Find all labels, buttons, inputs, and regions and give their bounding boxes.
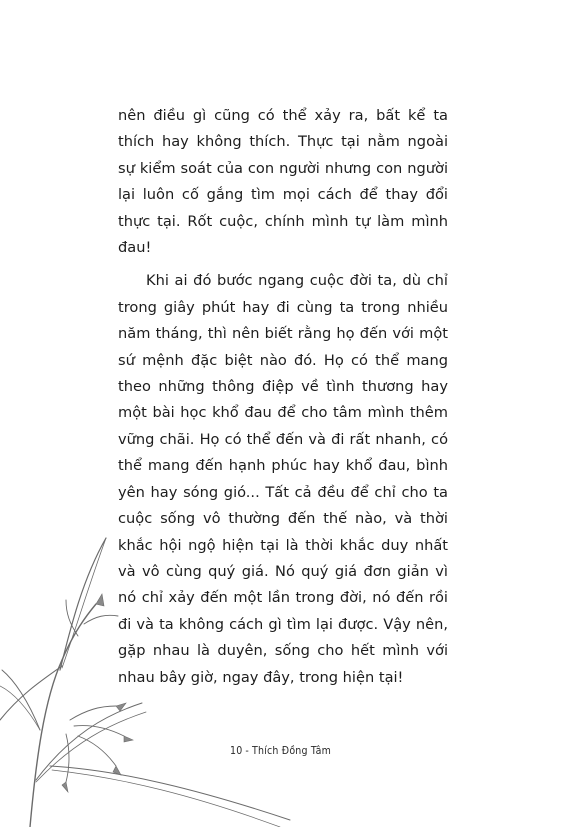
paragraph-main: Khi ai đó bước ngang cuộc đời ta, dù chỉ trong giây phút hay đi cùng ta trong nhiều năm tháng, thì nên biết rằng họ đến với một sứ mệnh đặc biệt nào đó. Họ có thể mang theo những thông điệp về tình thương hay một bài học khổ đau để cho tâm mình thêm vững chãi. Họ có thể đến và đi rất nhanh, có thể mang đến hạnh phúc hay khổ đau, bình yên hay sóng gió... Tất cả đều để chỉ cho ta cuộc sống vô thường đến thế nào, và thời khắc hội ngộ hiện tại là thời khắc duy nhất và vô cùng quý giá. Nó quý giá đơn giản vì nó chỉ xảy đến một lần trong đời, nó đến rồi đi và ta không cách gì tìm lại được. Vậy nên, gặp nhau là duyên, sống cho hết mình với nhau bây giờ, ngay đây, trong hiện tại! xyxy=(118,272,448,686)
page-number: 10 xyxy=(230,745,243,757)
body-text xyxy=(118,103,448,691)
book-author: Thích Đồng Tâm xyxy=(252,745,332,757)
paragraph-continuation: nên điều gì cũng có thể xảy ra, bất kể ta thích hay không thích. Thực tại nằm ngoài sự kiểm soát của con người nhưng con người lại luôn cố gắng tìm mọi cách để thay đổi thực tại. Rốt cuộc, chính mình tự làm mình đau! xyxy=(118,107,448,257)
footer-separator: - xyxy=(245,745,250,757)
page-footer xyxy=(230,745,331,757)
